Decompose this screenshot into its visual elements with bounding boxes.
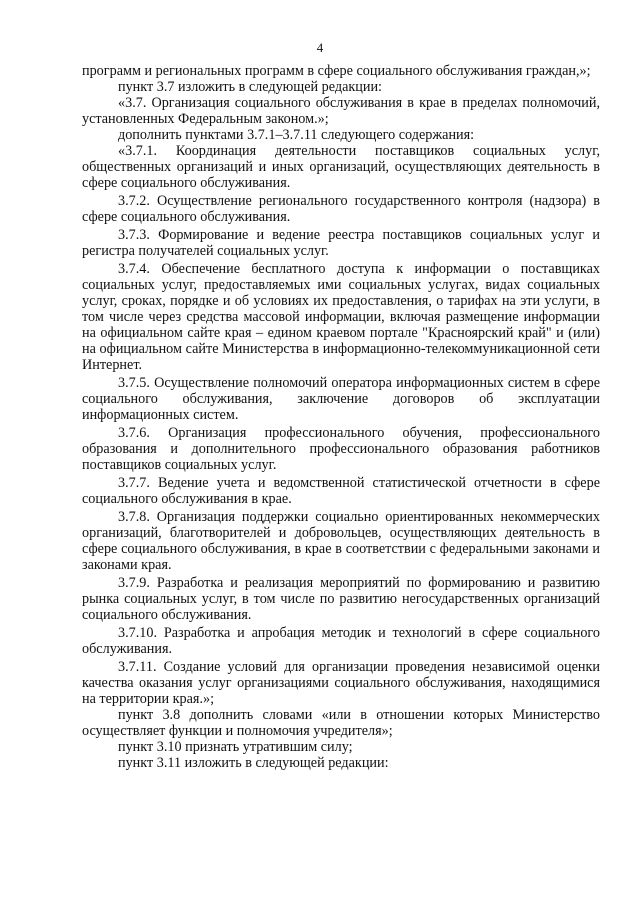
paragraph-item-3-7: «3.7. Организация социального обслуживания в крае в пределах полномочий, установленных Федеральным законом.»; <box>82 95 600 127</box>
paragraph-item-3-7-instruction: пункт 3.7 изложить в следующей редакции: <box>118 79 382 95</box>
paragraph-item-3-7-3: 3.7.3. Формирование и ведение реестра поставщиков социальных услуг и регистра получателей социальных услуг. <box>82 227 600 259</box>
paragraph-item-3-7-4: 3.7.4. Обеспечение бесплатного доступа к информации о поставщиках социальных услуг, предоставляемых ими социальных услугах, видах социальных услуг, сроках, порядке и об условиях их предоставления, о тарифах на эти услуги, в том числе через средства массовой информации, включая размещение информации на официальном сайте края – едином краевом портале "Красноярский край" и (или) на официальном сайте Министерства в информационно-телекоммуникационной сети Интернет. <box>82 261 600 373</box>
paragraph-item-3-7-7: 3.7.7. Ведение учета и ведомственной статистической отчетности в сфере социального обслуживания в крае. <box>82 475 600 507</box>
paragraph-item-3-7-9: 3.7.9. Разработка и реализация мероприятий по формированию и развитию рынка социальных услуг, в том числе по развитию негосударственных организаций социального обслуживания. <box>82 575 600 623</box>
paragraph-item-3-7-5: 3.7.5. Осуществление полномочий оператора информационных систем в сфере социального обслуживания, заключение договоров об эксплуатации информационных систем. <box>82 375 600 423</box>
paragraph-add-items-instruction: дополнить пунктами 3.7.1–3.7.11 следующего содержания: <box>118 127 475 143</box>
page-number: 4 <box>316 40 324 55</box>
paragraph-item-3-11-instruction: пункт 3.11 изложить в следующей редакции: <box>118 755 389 771</box>
paragraph-item-3-8-instruction: пункт 3.8 дополнить словами «или в отношении которых Министерство осуществляет функции и полномочия учредителя»; <box>82 707 600 739</box>
paragraph-item-3-10-instruction: пункт 3.10 признать утратившим силу; <box>118 739 353 755</box>
paragraph-item-3-7-8: 3.7.8. Организация поддержки социально ориентированных некоммерческих организаций, благотворителей и добровольцев, осуществляющих деятельность в сфере социального обслуживания, в крае в соответствии с федеральными законами и законами края. <box>82 509 600 573</box>
document-body <box>82 63 600 771</box>
paragraph-continuation: программ и региональных программ в сфере социального обслуживания граждан,»; <box>82 63 591 79</box>
paragraph-item-3-7-6: 3.7.6. Организация профессионального обучения, профессионального образования и дополнительного профессионального образования работников поставщиков социальных услуг. <box>82 425 600 473</box>
paragraph-item-3-7-10: 3.7.10. Разработка и апробация методик и технологий в сфере социального обслуживания. <box>82 625 600 657</box>
paragraph-item-3-7-11: 3.7.11. Создание условий для организации проведения независимой оценки качества оказания услуг организациями социального обслуживания, находящимися на территории края.»; <box>82 659 600 707</box>
paragraph-item-3-7-2: 3.7.2. Осуществление регионального государственного контроля (надзора) в сфере социального обслуживания. <box>82 193 600 225</box>
paragraph-item-3-7-1: «3.7.1. Координация деятельности поставщиков социальных услуг, общественных организаций и иных организаций, осуществляющих деятельность в сфере социального обслуживания. <box>82 143 600 191</box>
